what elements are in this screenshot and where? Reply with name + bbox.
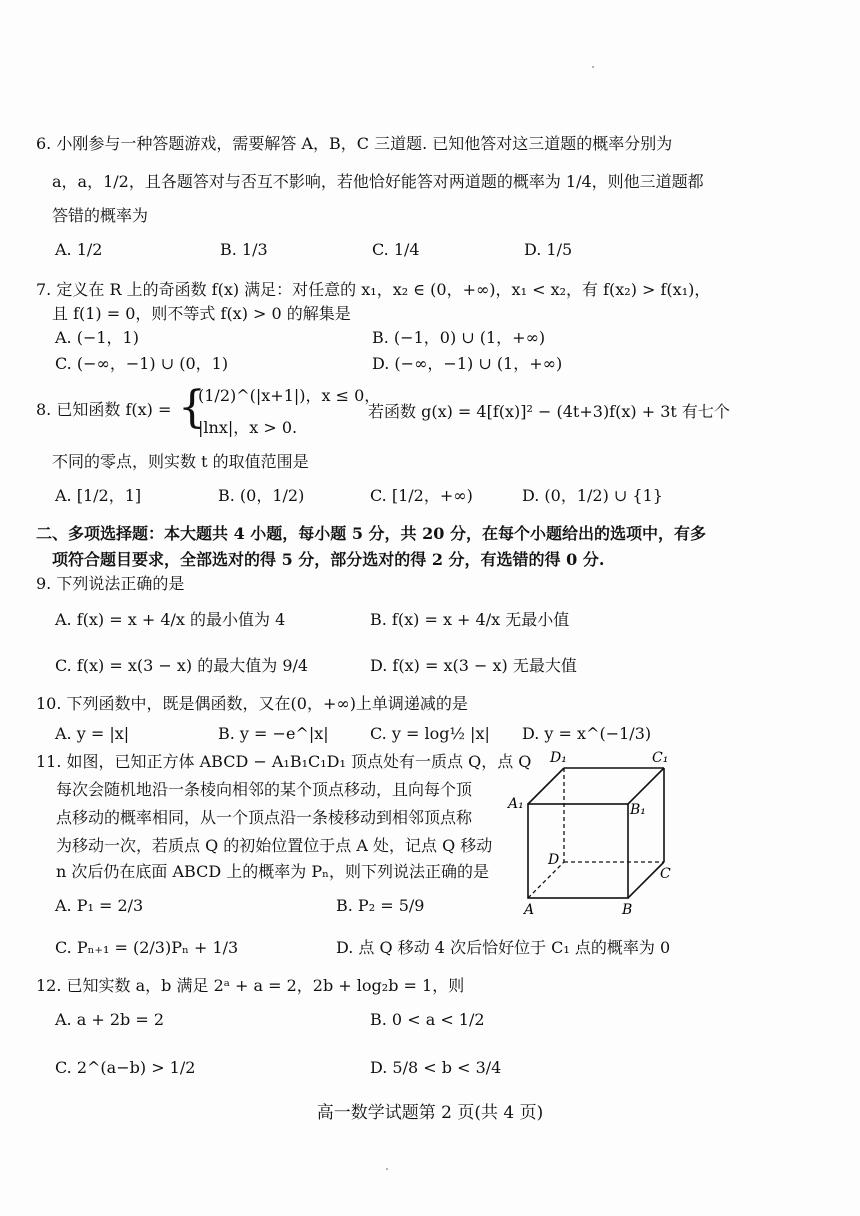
- q11-line1: 11. 如图，已知正方体 ABCD − A₁B₁C₁D₁ 顶点处有一质点 Q，点 Q: [36, 752, 532, 771]
- section2-line1: 二、多项选择题：本大题共 4 小题，每小题 5 分，共 20 分，在每个小题给出的选项中，有多: [36, 524, 706, 543]
- q10-option-a: A. y = |x|: [55, 724, 130, 743]
- q6-option-c: C. 1/4: [372, 240, 420, 259]
- q6-line1: 6. 小刚参与一种答题游戏，需要解答 A，B，C 三道题. 已知他答对这三道题的概率分别为: [36, 134, 673, 153]
- q10-option-b: B. y = −e^|x|: [218, 724, 329, 743]
- q12-option-d: D. 5/8 < b < 3/4: [370, 1058, 502, 1077]
- q12-option-c: C. 2^(a−b) > 1/2: [55, 1058, 196, 1077]
- q11-line5: n 次后仍在底面 ABCD 上的概率为 Pₙ，则下列说法正确的是: [56, 862, 490, 881]
- q9-option-d: D. f(x) = x(3 − x) 无最大值: [370, 656, 577, 675]
- scan-speck: [386, 1168, 388, 1170]
- scan-speck: [592, 66, 594, 68]
- q7-option-a: A. (−1，1): [55, 328, 139, 347]
- cube-figure: [506, 748, 676, 918]
- q8-brace: {: [178, 382, 206, 433]
- q6-option-b: B. 1/3: [220, 240, 268, 259]
- q11-line2: 每次会随机地沿一条棱向相邻的某个顶点移动，且向每个顶: [56, 780, 473, 799]
- label-b1: B₁: [630, 802, 646, 818]
- label-d1: D₁: [550, 750, 567, 766]
- label-b: B: [622, 902, 633, 918]
- q6-line3: 答错的概率为: [52, 206, 149, 225]
- q11-option-c: C. Pₙ₊₁ = (2/3)Pₙ + 1/3: [55, 938, 239, 957]
- q7-line2: 且 f(1) = 0，则不等式 f(x) > 0 的解集是: [52, 304, 351, 323]
- q7-option-b: B. (−1，0) ∪ (1，+∞): [372, 328, 546, 347]
- cube-edge-b1c1: [628, 768, 664, 804]
- q12-stem: 12. 已知实数 a，b 满足 2ᵃ + a = 2，2b + log₂b = 1，则: [36, 976, 465, 995]
- q11-option-b: B. P₂ = 5/9: [336, 896, 425, 915]
- q8-option-c: C. [1/2，+∞): [370, 486, 473, 505]
- q6-line2: a，a，1/2，且各题答对与否互不影响，若他恰好能答对两道题的概率为 1/4，则他三道题都: [52, 172, 704, 191]
- cube-edge-bc: [628, 862, 664, 898]
- q10-option-d: D. y = x^(−1/3): [522, 724, 652, 743]
- q12-option-a: A. a + 2b = 2: [55, 1010, 165, 1029]
- page-footer: 高一数学试题第 2 页(共 4 页): [316, 1103, 544, 1123]
- q7-option-c: C. (−∞，−1) ∪ (0，1): [55, 354, 229, 373]
- q6-option-a: A. 1/2: [55, 240, 103, 259]
- q8-option-d: D. (0，1/2) ∪ {1}: [522, 486, 663, 505]
- q11-option-a: A. P₁ = 2/3: [55, 896, 144, 915]
- q8-case1: (1/2)^(|x+1|)，x ≤ 0，: [198, 386, 381, 405]
- q7-option-d: D. (−∞，−1) ∪ (1，+∞): [372, 354, 563, 373]
- q7-line1: 7. 定义在 R 上的奇函数 f(x) 满足：对任意的 x₁，x₂ ∈ (0，+∞)，x₁ < x₂，有 f(x₂) > f(x₁)，: [36, 280, 711, 299]
- label-d: D: [548, 852, 560, 868]
- q9-option-b: B. f(x) = x + 4/x 无最小值: [370, 610, 570, 629]
- label-a1: A₁: [508, 796, 524, 812]
- label-c: C: [660, 866, 671, 882]
- q11-line3: 点移动的概率相同，从一个顶点沿一条棱移动到相邻顶点称: [56, 808, 473, 827]
- q11-option-d: D. 点 Q 移动 4 次后恰好位于 C₁ 点的概率为 0: [336, 938, 671, 957]
- q8-line1-a: 8. 已知函数 f(x) =: [36, 400, 172, 419]
- q8-case2: |lnx|，x > 0.: [198, 418, 298, 437]
- q8-line2: 不同的零点，则实数 t 的取值范围是: [52, 452, 309, 471]
- q12-option-b: B. 0 < a < 1/2: [370, 1010, 485, 1029]
- label-c1: C₁: [652, 750, 669, 766]
- section2-line2: 项符合题目要求，全部选对的得 5 分，部分选对的得 2 分，有选错的得 0 分.: [52, 550, 605, 569]
- q9-stem: 9. 下列说法正确的是: [36, 574, 185, 593]
- q9-option-a: A. f(x) = x + 4/x 的最小值为 4: [55, 610, 286, 629]
- q10-stem: 10. 下列函数中，既是偶函数，又在(0，+∞)上单调递减的是: [36, 694, 468, 713]
- q8-option-a: A. [1/2，1]: [55, 486, 142, 505]
- label-a: A: [524, 902, 535, 918]
- cube-edge-a1d1: [528, 768, 564, 804]
- cube-front-face: [528, 804, 628, 898]
- q6-option-d: D. 1/5: [524, 240, 573, 259]
- q10-option-c: C. y = log½ |x|: [370, 724, 490, 743]
- q11-line4: 为移动一次，若质点 Q 的初始位置位于点 A 处，记点 Q 移动: [56, 836, 493, 855]
- q8-option-b: B. (0，1/2): [218, 486, 305, 505]
- q8-line1-b: 若函数 g(x) = 4[f(x)]² − (4t+3)f(x) + 3t 有七个: [368, 402, 730, 421]
- q9-option-c: C. f(x) = x(3 − x) 的最大值为 9/4: [55, 656, 309, 675]
